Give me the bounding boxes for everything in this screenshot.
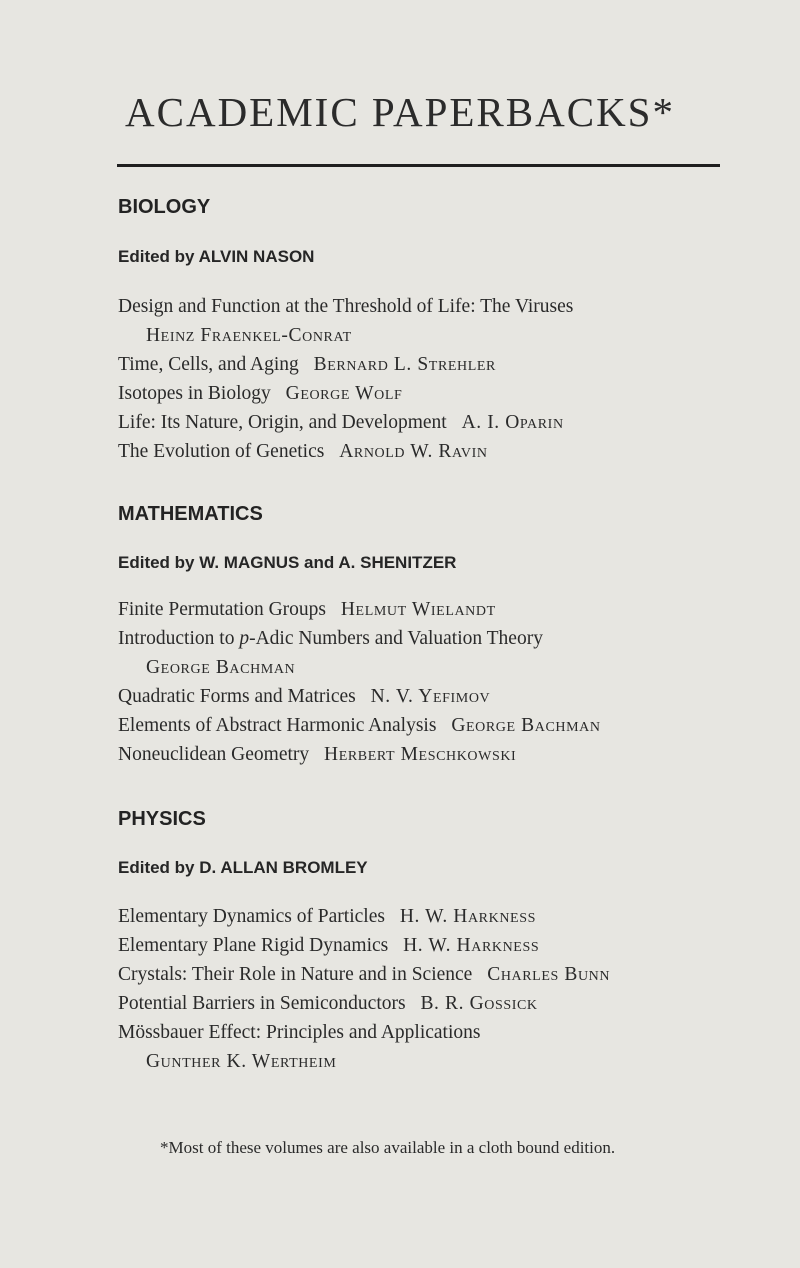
book-entry [118,408,573,437]
section-editor-mathematics: Edited by W. MAGNUS and A. SHENITZER [118,553,457,572]
book-entry [118,437,573,466]
book-entry [118,624,601,682]
section-heading-mathematics: MATHEMATICS [118,503,263,525]
book-author: Arnold W. Ravin [339,441,488,462]
book-title: Elements of Abstract Harmonic Analysis [118,715,437,736]
book-title: Crystals: Their Role in Nature and in Science [118,964,473,985]
section-heading-physics: PHYSICS [118,808,206,830]
book-entry [118,902,610,931]
book-entry [118,682,601,711]
book-author: Heinz Fraenkel-Conrat [146,325,352,346]
book-title: Finite Permutation Groups [118,599,326,620]
book-title: Life: Its Nature, Origin, and Development [118,412,447,433]
book-list-biology [118,292,573,466]
book-entry [118,989,610,1018]
book-title: Elementary Plane Rigid Dynamics [118,935,389,956]
book-title: Potential Barriers in Semiconductors [118,993,406,1014]
book-author: George Bachman [146,657,296,678]
book-entry [118,595,601,624]
book-title: Time, Cells, and Aging [118,354,299,375]
book-author: H. W. Harkness [403,935,540,956]
book-author: Bernard L. Strehler [313,354,496,375]
book-entry [118,711,601,740]
book-entry [118,379,573,408]
book-entry [118,350,573,379]
book-entry [118,1018,610,1076]
book-author: Helmut Wielandt [340,599,496,620]
section-heading-biology: BIOLOGY [118,196,211,218]
title-divider [117,164,720,167]
footnote: *Most of these volumes are also available in a cloth bound edition. [160,1138,616,1157]
book-list-mathematics [118,595,601,769]
book-title: The Evolution of Genetics [118,441,325,462]
book-title: Quadratic Forms and Matrices [118,686,356,707]
book-title-prefix: Introduction to [118,628,240,649]
book-entry [118,292,573,350]
book-author: N. V. Yefimov [370,686,491,707]
book-author: B. R. Gossick [420,993,538,1014]
book-title: Design and Function at the Threshold of Life: The Viruses [118,296,574,317]
section-editor-physics: Edited by D. ALLAN BROMLEY [118,858,368,877]
book-title [118,628,543,649]
book-entry [118,740,601,769]
page-title: ACADEMIC PAPERBACKS* [125,89,675,135]
book-list-physics [118,902,610,1076]
book-title-italic: p [239,628,250,649]
book-title: Isotopes in Biology [118,383,271,404]
book-title: Elementary Dynamics of Particles [118,906,385,927]
book-author: H. W. Harkness [399,906,536,927]
section-editor-biology: Edited by ALVIN NASON [118,247,315,266]
book-title-rest: -Adic Numbers and Valuation Theory [249,628,543,649]
book-title: Noneuclidean Geometry [118,744,310,765]
book-author: George Bachman [451,715,601,736]
book-author: Gunther K. Wertheim [146,1051,337,1072]
book-author: A. I. Oparin [461,412,564,433]
book-author: Herbert Meschkowski [324,744,517,765]
book-entry [118,931,610,960]
book-title: Mössbauer Effect: Principles and Applications [118,1022,481,1043]
book-author: Charles Bunn [487,964,611,985]
book-author: George Wolf [285,383,403,404]
book-entry [118,960,610,989]
